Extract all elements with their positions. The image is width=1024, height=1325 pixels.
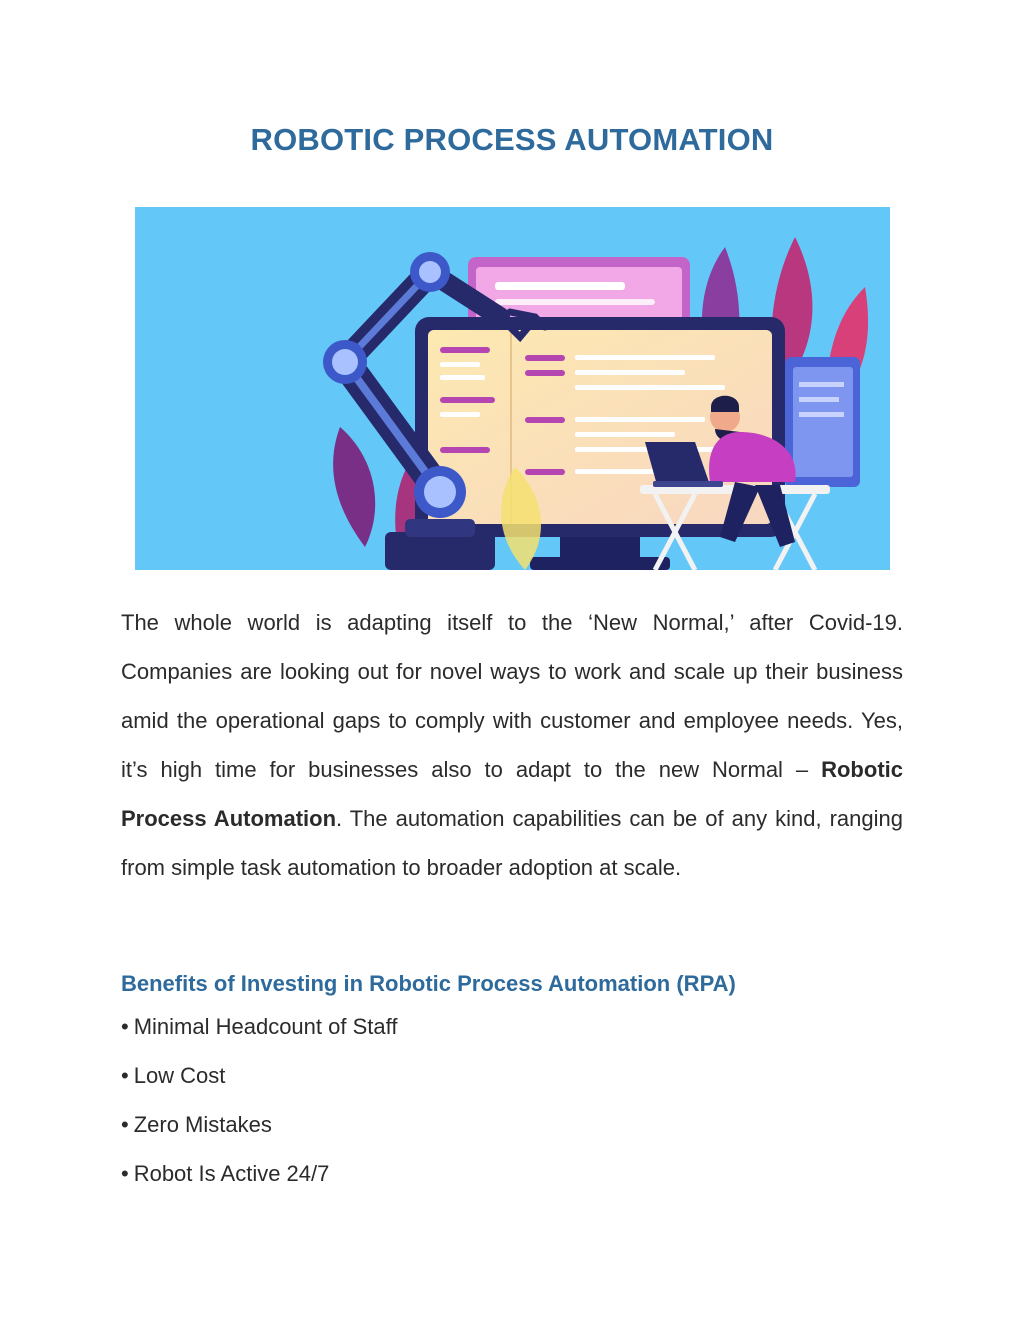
list-item — [121, 1100, 921, 1149]
intro-text-before: The whole world is adapting itself to the ‘New Normal,’ after Covid-19. Companies are looking out for novel ways to work and scale up their business amid the operational gaps to comply with customer and employee needs. Yes, it’s high time for businesses also to adapt to the new Normal – — [121, 610, 903, 782]
benefits-section — [121, 966, 921, 1198]
list-item — [121, 1149, 921, 1198]
rpa-illustration — [135, 207, 890, 570]
intro-bold-text: Robotic Process Automation — [121, 757, 903, 831]
benefit-label: Minimal Headcount of Staff — [133, 1014, 398, 1039]
list-item — [121, 1002, 921, 1051]
benefits-list — [121, 1002, 921, 1198]
intro-text-after: . The automation capabilities can be of any kind, ranging from simple task automation to broader adoption at scale. — [121, 806, 903, 880]
benefit-label: Robot Is Active 24/7 — [133, 1161, 330, 1186]
bullet-icon: • — [121, 1112, 129, 1137]
benefit-label: Low Cost — [133, 1063, 226, 1088]
bullet-icon: • — [121, 1063, 129, 1088]
benefit-label: Zero Mistakes — [133, 1112, 272, 1137]
bullet-icon: • — [121, 1014, 129, 1039]
bullet-icon: • — [121, 1161, 129, 1186]
page-title: ROBOTIC PROCESS AUTOMATION — [250, 122, 774, 157]
benefits-heading: Benefits of Investing in Robotic Process Automation (RPA) — [121, 971, 736, 996]
intro-paragraph — [121, 598, 903, 892]
list-item — [121, 1051, 921, 1100]
